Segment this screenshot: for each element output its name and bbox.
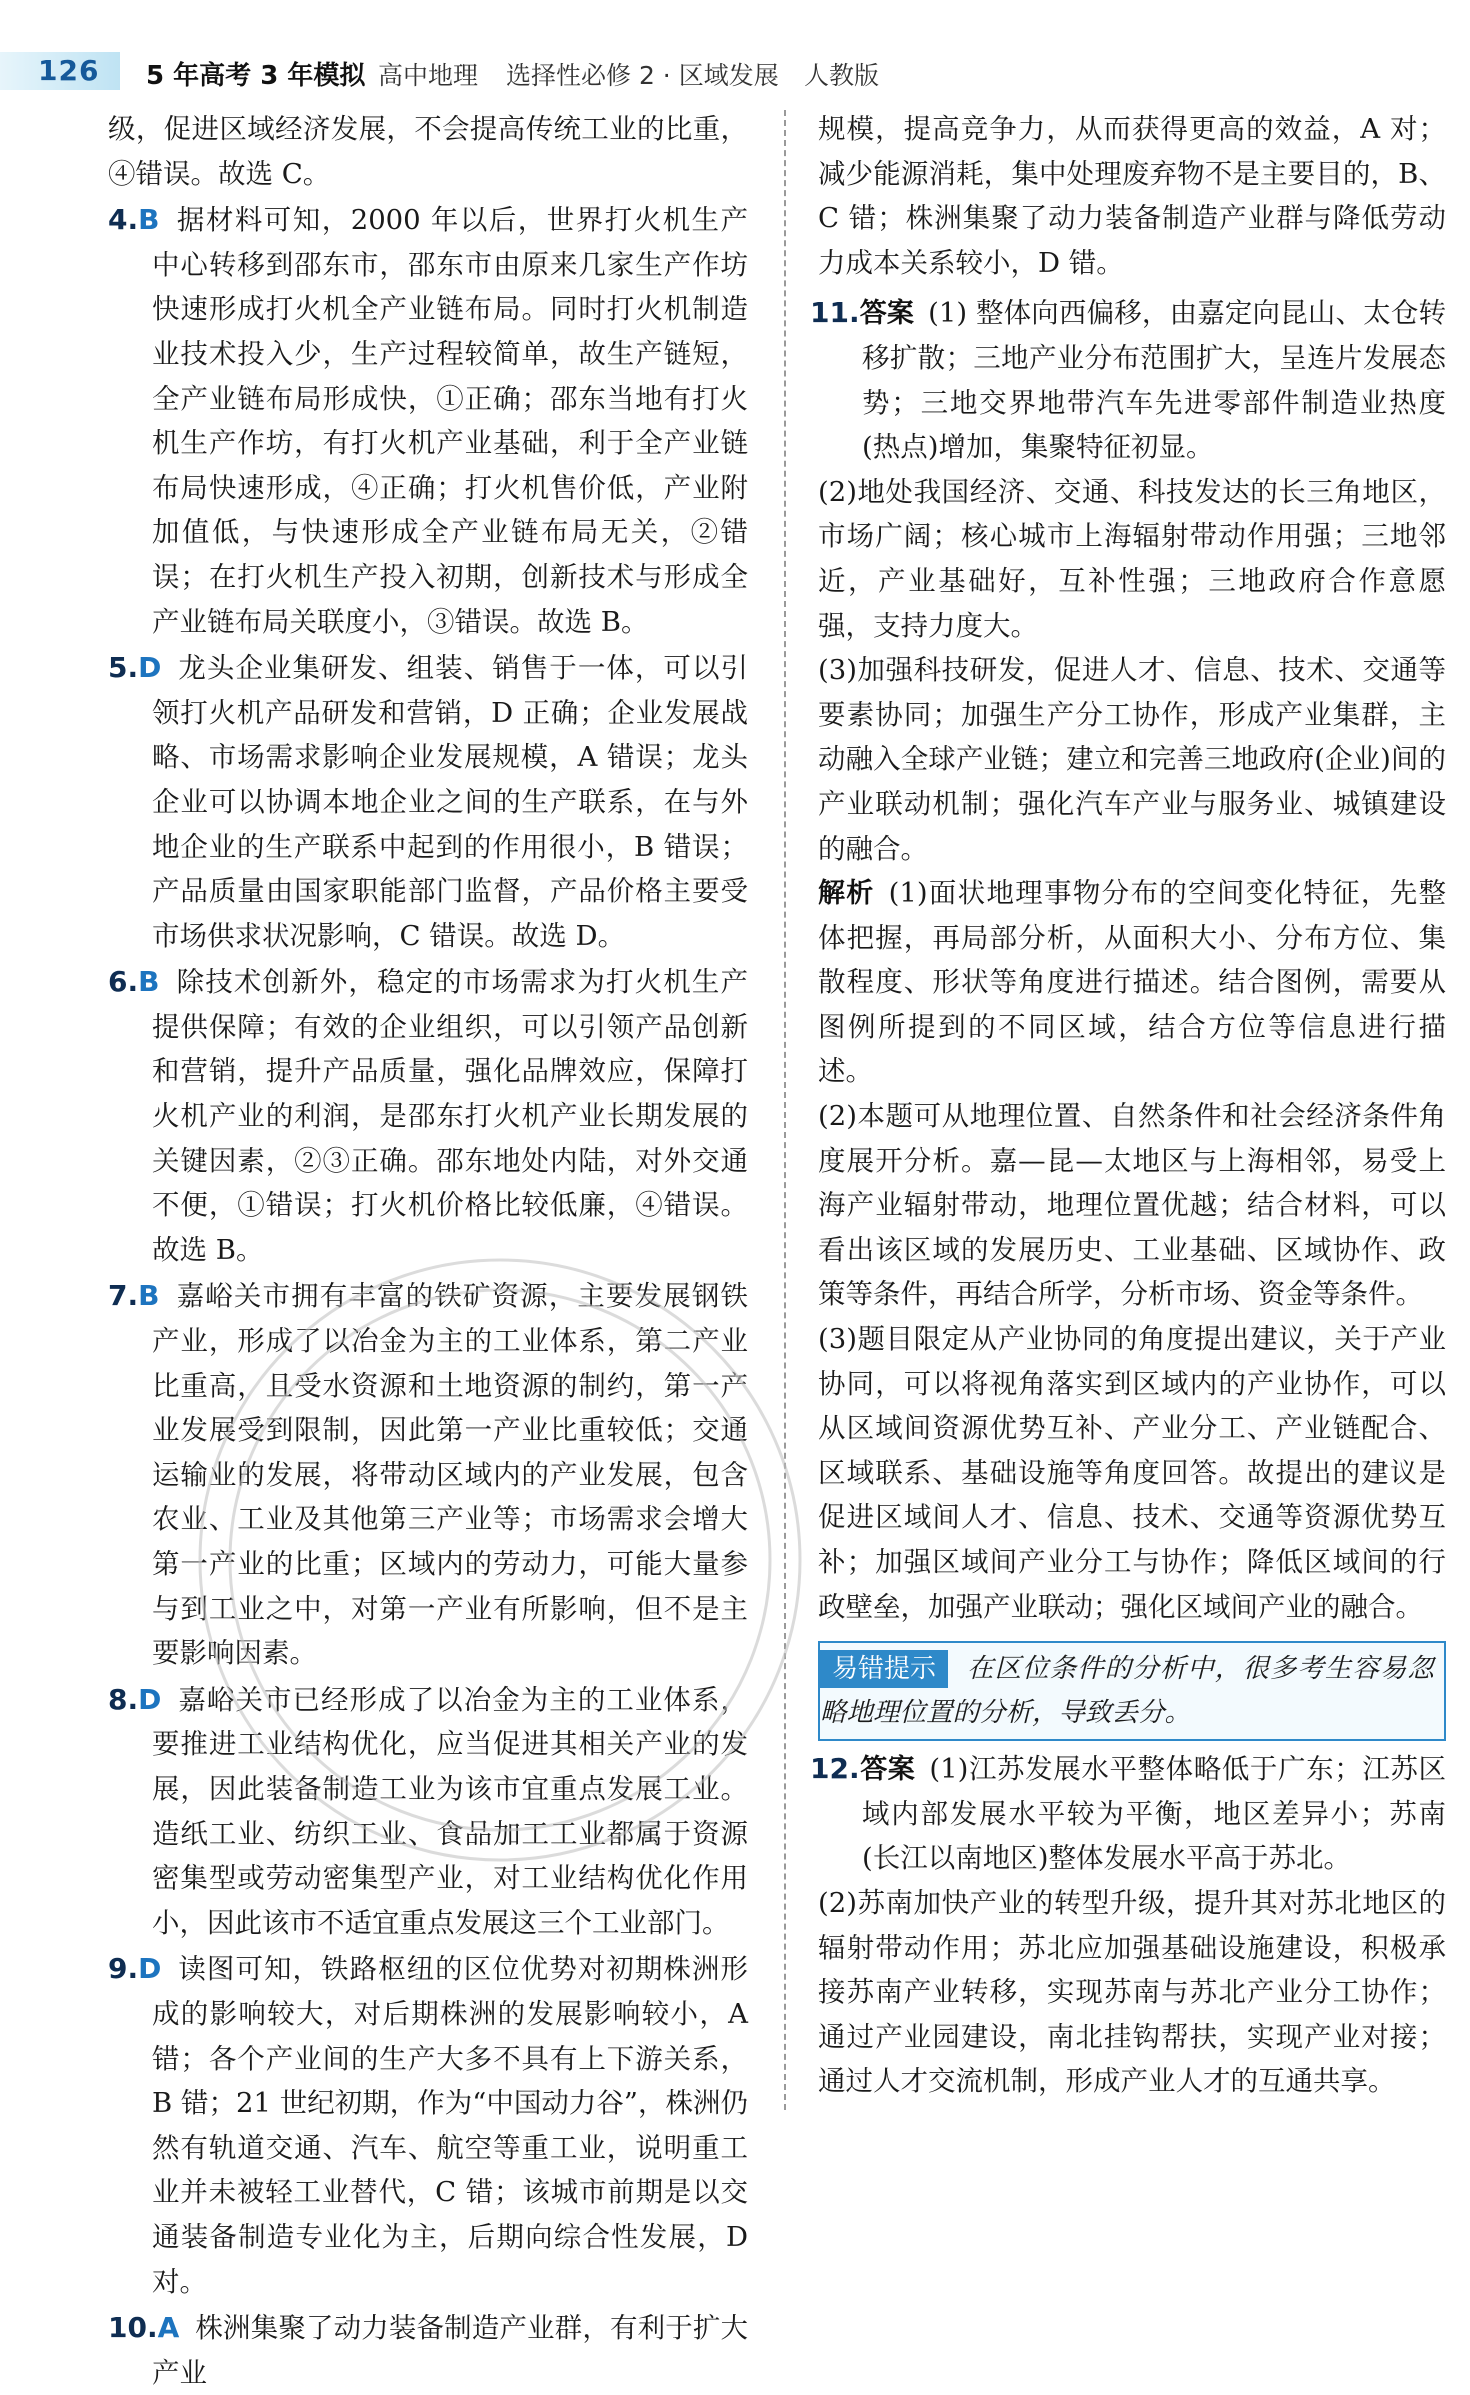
item-number: 5.: [108, 651, 139, 685]
item-number: 12.: [810, 1752, 860, 1786]
answer-letter: B: [138, 1279, 160, 1313]
answer-item-10: [108, 2306, 748, 2395]
tip-text: 在区位条件的分析中，很多考生容易忽略地理位置的分析，导致丢分。: [820, 1653, 1434, 1729]
answer-item-4: [108, 198, 748, 644]
answer-item-11: [810, 291, 1446, 469]
explanation-text: 据材料可知，2000 年以后，世界打火机生产中心转移到邵东市，邵东市由原来几家生产作坊快速形成打火机全产业链布局。同时打火机制造业技术投入少，生产过程较简单，故生产链短，全产业链布局形成快，①正确；邵东当地有打火机生产作坊，有打火机产业基础，利于全产业链布局快速形成，④正确；打火机售价低，产业附加值低，与快速形成全产业链布局无关，②错误；在打火机生产投入初期，创新技术与形成全产业链布局关联度小，③错误。故选 B。: [152, 204, 748, 638]
answer-label: 答案: [859, 298, 915, 330]
page-number: 126: [38, 54, 100, 87]
item-number: 4.: [108, 203, 139, 237]
explanation-text: 株洲集聚了动力装备制造产业群，有利于扩大产业: [152, 2312, 748, 2389]
answer-part-2: (2)地处我国经济、交通、科技发达的长三角地区，市场广阔；核心城市上海辐射带动作用强；三地邻近，产业基础好，互补性强；三地政府合作意愿强，支持力度大。: [818, 475, 1446, 642]
explanation-text: 除技术创新外，稳定的市场需求为打火机生产提供保障；有效的企业组织，可以引领产品创新和营销，提升产品质量，强化品牌效应，保障打火机产业的利润，是邵东打火机产业长期发展的关键因素，②③正确。邵东地处内陆，对外交通不便，①错误；打火机价格比较低廉，④错误。故选 B。: [152, 966, 748, 1266]
item-number: 9.: [108, 1952, 139, 1986]
item-number: 8.: [108, 1682, 139, 1716]
analysis-label: 解析: [818, 878, 875, 910]
explanation-text: 读图可知，铁路枢纽的区位优势对初期株洲形成的影响较大，对后期株洲的发展影响较小，A 错；各个产业间的生产大多不具有上下游关系，B 错；21 世纪初期，作为“中国动力谷”，株洲仍然有轨道交通、汽车、航空等重工业，说明重工业并未被轻工业替代，C 错；该城市前期是以交通装备制造专业化为主，后期向综合性发展，D 对。: [152, 1953, 748, 2298]
item-number: 10.: [108, 2311, 158, 2345]
answer-part-1: (1) 整体向西偏移，由嘉定向昆山、太仓转移扩散；三地产业分布范围扩大，呈连片发展态势；三地交界地带汽车先进零部件制造业热度(热点)增加，集聚特征初显。: [862, 297, 1446, 464]
subject: 高中地理: [378, 61, 479, 90]
answer-item-6: [108, 960, 748, 1272]
explanation-text: 龙头企业集研发、组装、销售于一体，可以引领打火机产品研发和营销，D 正确；企业发展战略、市场需求影响企业发展规模，A 错误；龙头企业可以协调本地企业之间的生产联系，在与外地企业的生产联系中起到的作用很小，B 错误；产品质量由国家职能部门监督，产品价格主要受市场供求状况影响，C 错误。故选 D。: [152, 652, 748, 952]
answer-item-5: [108, 646, 748, 958]
publisher: 人教版: [804, 61, 880, 90]
answer-part-3: (3)加强科技研发，促进人才、信息、技术、交通等要素协同；加强生产分工协作，形成产业集群，主动融入全球产业链；建立和完善三地政府(企业)间的产业联动机制；强化汽车产业与服务业、城镇建设的融合。: [818, 654, 1446, 865]
item-number: 7.: [108, 1279, 139, 1313]
analysis-part-1: [818, 871, 1446, 1094]
answer-part-1: (1)江苏发展水平整体略低于广东；江苏区域内部发展水平较为平衡，地区差异小；苏南(长江以南地区)整体发展水平高于苏北。: [862, 1753, 1447, 1875]
explanation-text: 嘉峪关市已经形成了以冶金为主的工业体系，要推进工业结构优化，应当促进其相关产业的发展，因此装备制造工业为该市宜重点发展工业。造纸工业、纺织工业、食品加工工业都属于资源密集型或劳动密集型产业，对工业结构优化作用小，因此该市不适宜重点发展这三个工业部门。: [152, 1683, 748, 1939]
answer-item-9: [108, 1947, 748, 2304]
series-title: 5 年高考 3 年模拟: [146, 61, 366, 91]
mistake-tip-box: [818, 1641, 1446, 1741]
answer-item-12: [810, 1747, 1446, 1881]
analysis-text: (1)面状地理事物分布的空间变化特征，先整体把握，再局部分析，从面积大小、分布方位、集散程度、形状等角度进行描述。结合图例，需要从图例所提到的不同区域，结合方位等信息进行描述。: [818, 877, 1447, 1088]
answer-part-2: (2)苏南加快产业的转型升级，提升其对苏北地区的辐射带动作用；苏北应加强基础设施建设，积极承接苏南产业转移，实现苏南与苏北产业分工协作；通过产业园建设，南北挂钩帮扶，实现产业对接；通过人才交流机制，形成产业人才的互通共享。: [818, 1886, 1446, 2098]
answer-label: 答案: [859, 1754, 916, 1786]
answer-letter: D: [138, 651, 162, 685]
analysis-part-2: (2)本题可从地理位置、自然条件和社会经济条件角度展开分析。嘉—昆—太地区与上海相邻，易受上海产业辐射带动，地理位置优越；结合材料，可以看出该区域的发展历史、工业基础、区域协作、政策等条件，再结合所学，分析市场、资金等条件。: [818, 1100, 1446, 1311]
explanation-text: 嘉峪关市拥有丰富的铁矿资源，主要发展钢铁产业，形成了以冶金为主的工业体系，第二产业比重高，且受水资源和土地资源的制约，第一产业发展受到限制，因此第一产业比重较低；交通运输业的发展，将带动区域内的产业发展，包含农业、工业及其他第三产业等；市场需求会增大第一产业的比重；区域内的劳动力，可能大量参与到工业之中，对第一产业有所影响，但不是主要影响因素。: [152, 1280, 748, 1670]
answer-letter: B: [138, 965, 160, 999]
tip-label: 易错提示: [820, 1650, 948, 1688]
item-number: 11.: [810, 296, 860, 330]
item-number: 6.: [108, 965, 139, 999]
left-column: [108, 107, 748, 2395]
continued-text: 规模，提高竞争力，从而获得更高的效益，A 对；减少能源消耗，集中处理废弃物不是主要目的，B、C 错；株洲集聚了动力装备制造产业群与降低劳动力成本关系较小，D 错。: [818, 113, 1446, 279]
book-title: 选择性必修 2 · 区域发展: [506, 61, 779, 90]
answer-letter: A: [157, 2311, 180, 2345]
answer-item-7: [108, 1274, 748, 1675]
answer-letter: D: [138, 1682, 162, 1716]
answer-letter: D: [138, 1952, 162, 1986]
analysis-part-3: (3)题目限定从产业协同的角度提出建议，关于产业协同，可以将视角落实到区域内的产业协作，可以从区域间资源优势互补、产业分工、产业链配合、区域联系、基础设施等角度回答。故提出的建议是促进区域间人才、信息、技术、交通等资源优势互补；加强区域间产业分工与协作；降低区域间的行政壁垒，加强产业联动；强化区域间产业的融合。: [818, 1323, 1446, 1623]
continued-text: 级，促进区域经济发展，不会提高传统工业的比重，④错误。故选 C。: [108, 113, 748, 190]
column-divider: [784, 110, 786, 2110]
answer-item-8: [108, 1678, 748, 1946]
answer-letter: B: [138, 203, 160, 237]
right-column: [810, 107, 1447, 2104]
page-header: [0, 52, 1200, 90]
